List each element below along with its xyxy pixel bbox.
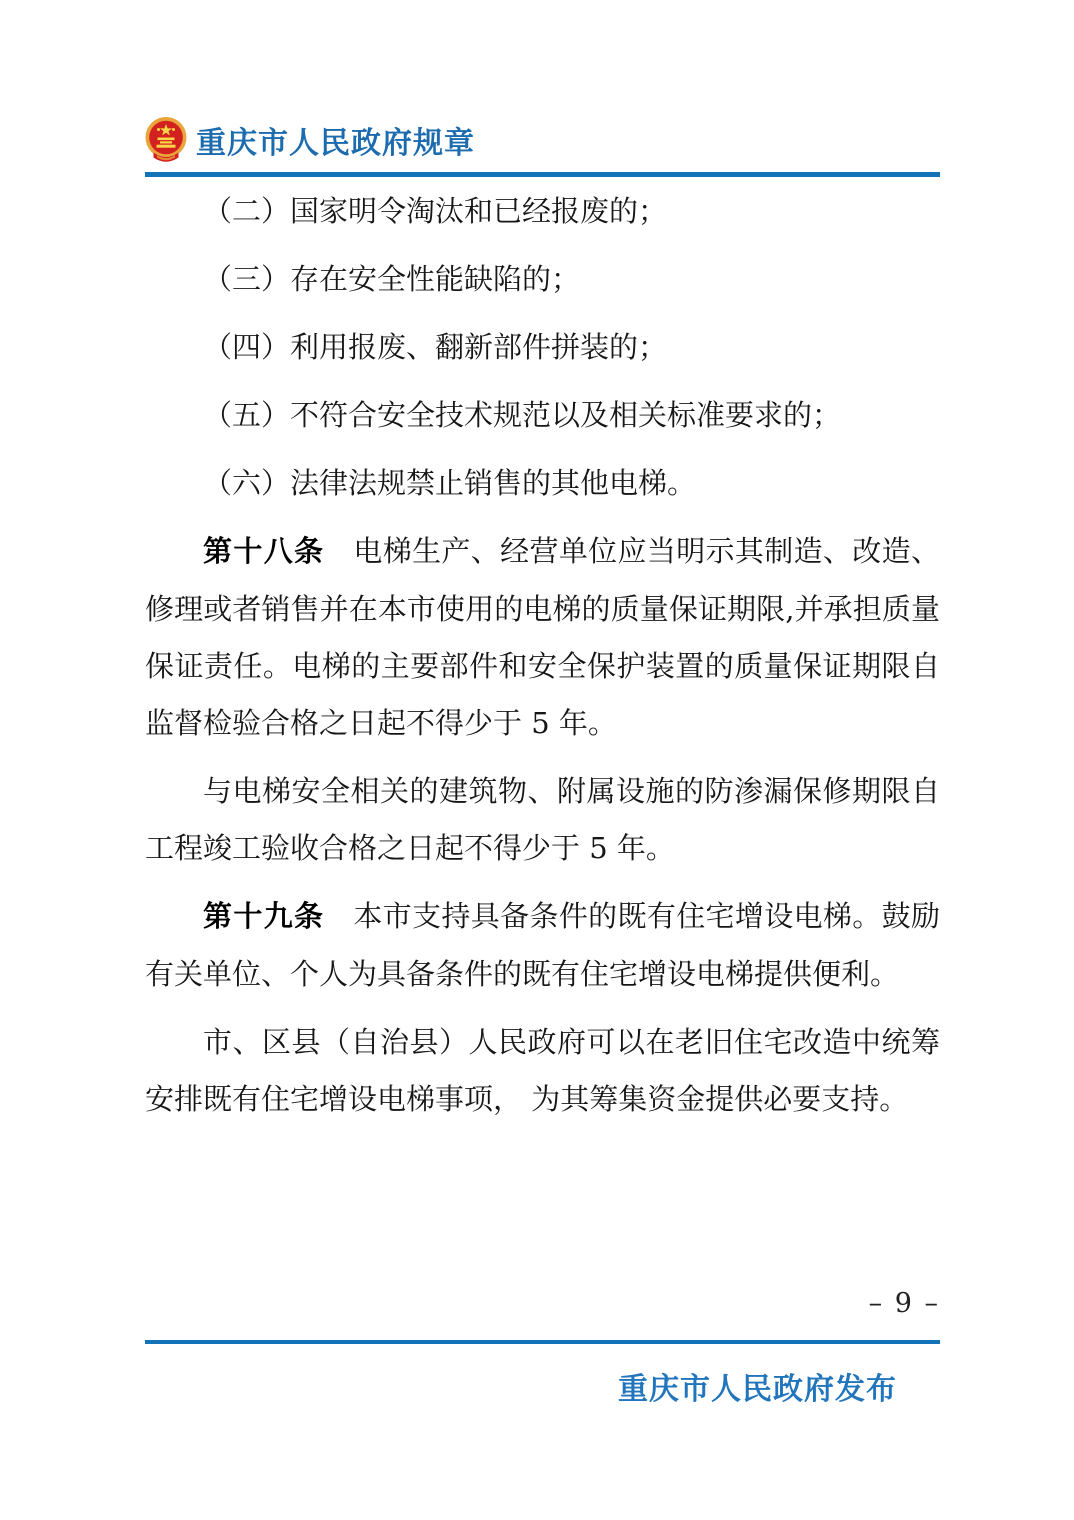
clause-item-4: （四）利用报废、翻新部件拼装的； (203, 330, 668, 364)
page-header (145, 116, 940, 163)
article-19-paragraph-2: 市、区县（自治县）人民政府可以在老旧住宅改造中统筹安排既有住宅增设电梯事项， 为其筹集资金提供必要支持。 (145, 1025, 940, 1116)
clause-item-2: （二）国家明令淘汰和已经报废的； (203, 194, 668, 228)
clause-item-3: （三）存在安全性能缺陷的； (203, 262, 581, 296)
publisher-label: 重庆市人民政府发布 (618, 1373, 897, 1406)
article-18-number: 第十八条 (203, 536, 325, 568)
page-header-title: 重庆市人民政府规章 (196, 126, 475, 160)
article-19-number: 第十九条 (203, 901, 325, 933)
header-divider-line (145, 172, 940, 177)
page-number: – 9 – (868, 1288, 940, 1319)
article-19-paragraph-1 (145, 888, 940, 1003)
article-18-paragraph-2: 与电梯安全相关的建筑物、附属设施的防渗漏保修期限自工程竣工验收合格之日起不得少于 5 年。 (145, 774, 940, 865)
document-body (145, 183, 940, 1139)
article-18-paragraph-1 (145, 523, 940, 752)
clause-item-6: （六）法律法规禁止销售的其他电梯。 (203, 466, 697, 500)
article-18-lead-text: 电梯生产、经营单位应当明示其制造、改造、修理或者销售并在本市使用的电梯的质量保证期限,并承担质量保证责任。电梯的主要部件和安全保护装置的质量保证期限自监督检验合格之日起不得少于 5 年。 (145, 534, 940, 740)
article-19-lead-text: 本市支持具备条件的既有住宅增设电梯。鼓励有关单位、个人为具备条件的既有住宅增设电梯提供便利。 (145, 899, 940, 991)
clause-item-5: （五）不符合安全技术规范以及相关标准要求的； (203, 398, 842, 432)
china-national-emblem-icon (145, 116, 187, 163)
footer-divider-line (145, 1340, 940, 1344)
